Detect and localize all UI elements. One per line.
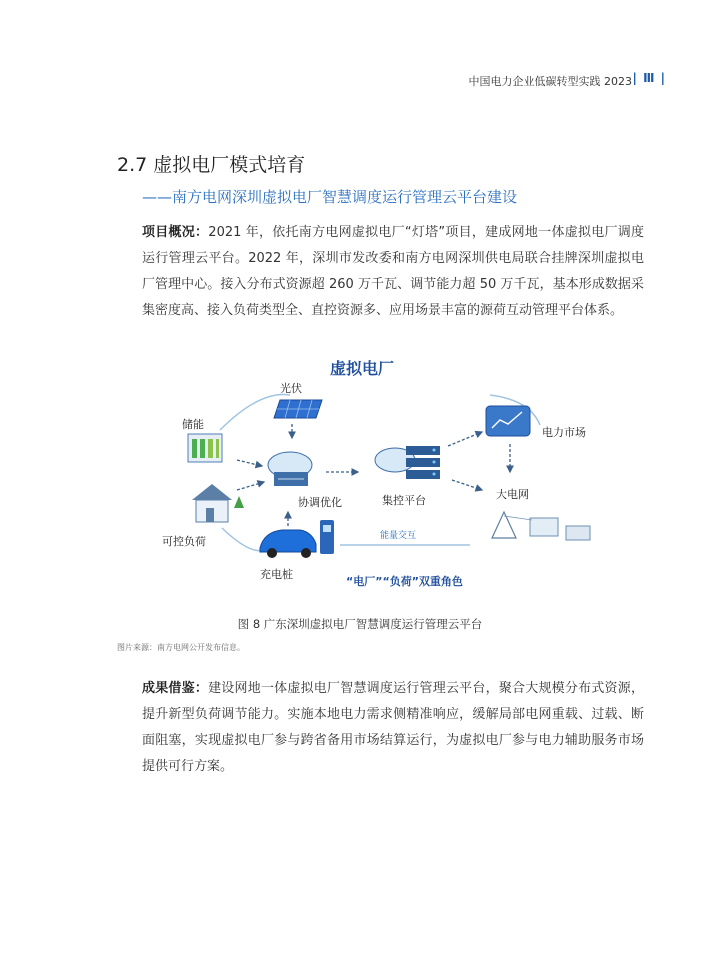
- figure-title: 虚拟电厂: [329, 359, 395, 378]
- cloud-icon: [268, 452, 312, 486]
- label-energy: 能量交互: [380, 531, 417, 541]
- label-grid: 大电网: [496, 488, 529, 501]
- house-icon: [192, 484, 244, 522]
- overview-text: 2021 年，依托南方电网虚拟电厂“灯塔”项目，建成网地一体虚拟电厂调度运行管理云平台。2022 年，深圳市发改委和南方电网深圳供电局联合挂牌深圳虚拟电厂管理中心。接入分布式资源超 260 万千瓦、调节能力超 50 万千瓦，基本形成数据采集密度高、接入负荷类型全、直控资源多、应用场景丰富的源荷互动管理平台体系。: [142, 225, 644, 318]
- label-load: 可控负荷: [162, 535, 206, 548]
- electric-car-icon: [260, 530, 316, 558]
- label-storage: 储能: [182, 418, 204, 431]
- label-roles: “电厂”“负荷”双重角色: [346, 575, 463, 588]
- battery-storage-icon: [188, 434, 222, 462]
- figure-source: 图片来源：南方电网公开发布信息。: [117, 643, 245, 652]
- label-coord: 协调优化: [298, 496, 342, 509]
- label-market: 电力市场: [542, 426, 586, 439]
- overview-label: 项目概况：: [142, 225, 209, 240]
- power-grid-icon: [492, 512, 590, 540]
- results-label: 成果借鉴：: [142, 681, 209, 696]
- running-header-title: 中国电力企业低碳转型实践 2023: [468, 75, 632, 88]
- label-central: 集控平台: [382, 494, 426, 507]
- results-text: 建设网地一体虚拟电厂智慧调度运行管理云平台，聚合大规模分布式资源，提升新型负荷调节能力。实施本地电力需求侧精准响应，缓解局部电网重载、过载、断面阻塞，实现虚拟电厂参与跨省备用市场结算运行，为虚拟电厂参与电力辅助服务市场提供可行方案。: [142, 681, 644, 774]
- figure-caption: 图 8 广东深圳虚拟电厂智慧调度运行管理云平台: [237, 617, 483, 631]
- label-pv: 光伏: [280, 382, 302, 395]
- page-number-mark: | Ⅲ |: [632, 71, 666, 85]
- section-title: 2.7 虚拟电厂模式培育: [117, 154, 306, 176]
- results-paragraph: [142, 676, 644, 780]
- virtual-power-plant-diagram: [140, 340, 620, 600]
- charging-station-icon: [320, 520, 334, 554]
- overview-paragraph: [142, 220, 644, 324]
- market-icon: [486, 406, 530, 436]
- label-charger: 充电桩: [260, 568, 293, 581]
- central-server-icon: [375, 446, 440, 479]
- solar-panel-icon: [274, 400, 322, 418]
- section-subtitle: ——南方电网深圳虚拟电厂智慧调度运行管理云平台建设: [142, 188, 518, 206]
